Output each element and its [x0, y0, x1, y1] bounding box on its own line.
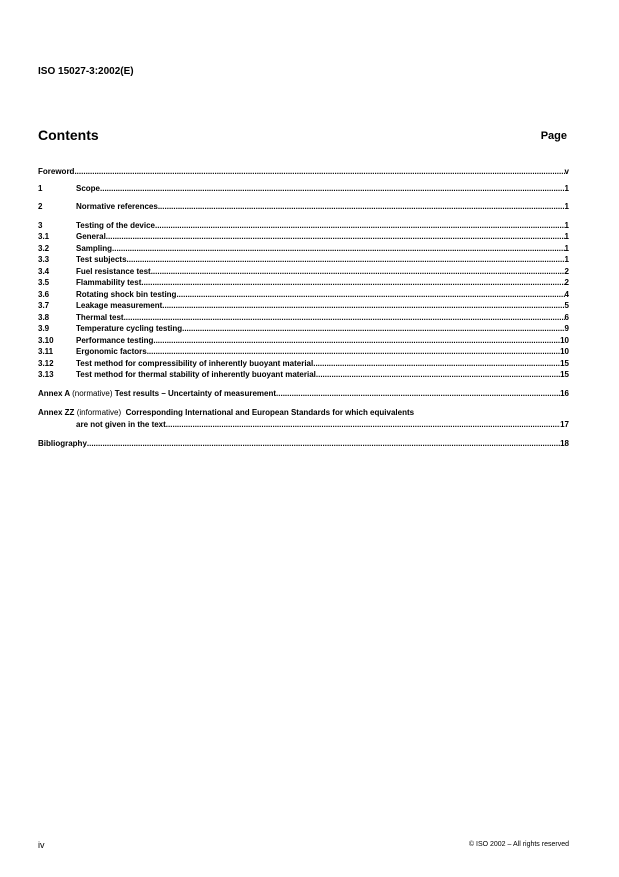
section-number: 3.12	[38, 359, 54, 368]
entry-title: Fuel resistance test	[76, 267, 151, 276]
footer-copyright: © ISO 2002 – All rights reserved	[468, 841, 569, 848]
annex-label: Annex A	[38, 389, 70, 398]
dot-leader	[106, 232, 565, 242]
dot-leader	[87, 439, 560, 449]
dot-leader	[316, 370, 560, 380]
toc-entry[interactable]	[38, 370, 569, 380]
toc-entry[interactable]	[38, 244, 569, 254]
page-number: 4	[564, 290, 569, 299]
entry-title: Test method for thermal stability of inherently buoyant material	[76, 370, 316, 379]
dot-leader	[313, 359, 560, 369]
entry-title: General	[76, 232, 106, 241]
page-number: 2	[564, 267, 569, 276]
dot-leader	[162, 301, 564, 311]
entry-title: Rotating shock bin testing	[76, 290, 177, 299]
toc-entry[interactable]	[38, 336, 569, 346]
page-number: 9	[564, 324, 569, 333]
entry-title: Thermal test	[76, 313, 124, 322]
section-number: 3.10	[38, 336, 54, 345]
page-number: 15	[560, 370, 569, 379]
page-number: 1	[564, 202, 569, 211]
section-number: 1	[38, 184, 43, 193]
toc-entry[interactable]	[38, 290, 569, 300]
dot-leader	[153, 336, 560, 346]
entry-title: Bibliography	[38, 439, 87, 448]
dot-leader	[176, 290, 564, 300]
entry-title: Normative references	[76, 202, 158, 211]
section-number: 3.4	[38, 267, 50, 276]
section-number: 3.3	[38, 255, 50, 264]
page-title: Contents	[38, 127, 99, 143]
page-number: 1	[564, 184, 569, 193]
toc-entry[interactable]	[38, 267, 569, 277]
section-number: 3.1	[38, 232, 50, 241]
toc-entry[interactable]	[38, 313, 569, 323]
annex-title-cont: are not given in the text	[76, 420, 166, 429]
toc-entry[interactable]	[38, 347, 569, 357]
toc-entry-annex-zz-cont[interactable]	[76, 420, 569, 430]
dot-leader	[74, 167, 564, 177]
footer-page-number: iv	[38, 840, 45, 850]
dot-leader	[147, 347, 560, 357]
toc-entry[interactable]	[38, 324, 569, 334]
section-number: 3.11	[38, 347, 54, 356]
page-number: 6	[564, 313, 569, 322]
section-number: 3.7	[38, 301, 50, 310]
toc-entry[interactable]	[38, 255, 569, 265]
dot-leader	[100, 184, 565, 194]
page-number: 10	[560, 347, 569, 356]
toc-entry[interactable]	[38, 221, 569, 231]
page-number: 10	[560, 336, 569, 345]
page-number: 17	[560, 420, 569, 429]
dot-leader	[151, 267, 565, 277]
section-number: 3.13	[38, 370, 54, 379]
section-number: 2	[38, 202, 43, 211]
toc-entry[interactable]	[38, 278, 569, 288]
document-header: ISO 15027-3:2002(E)	[38, 66, 134, 77]
toc-entry-bibliography[interactable]	[38, 439, 569, 449]
toc-entry-annex-a[interactable]	[38, 389, 569, 399]
dot-leader	[155, 221, 565, 231]
dot-leader	[112, 244, 565, 254]
annex-title: Test results – Uncertainty of measurement	[114, 389, 277, 398]
section-number: 3.6	[38, 290, 50, 299]
page-number: 2	[564, 278, 569, 287]
dot-leader	[127, 255, 565, 265]
dot-leader	[182, 324, 564, 334]
entry-title: Test subjects	[76, 255, 127, 264]
section-number: 3.8	[38, 313, 50, 322]
section-number: 3.2	[38, 244, 50, 253]
page-number: 1	[564, 255, 569, 264]
page-number: 18	[560, 439, 569, 448]
section-number: 3.5	[38, 278, 50, 287]
section-number: 3.9	[38, 324, 50, 333]
toc-entry[interactable]	[38, 232, 569, 242]
toc-entry[interactable]	[38, 301, 569, 311]
annex-type: (normative)	[72, 389, 113, 398]
page-number: v	[564, 167, 569, 176]
section-number: 3	[38, 221, 43, 230]
entry-title: Flammability test	[76, 278, 142, 287]
page-number: 1	[564, 232, 569, 241]
page-number: 1	[564, 244, 569, 253]
toc-entry[interactable]	[38, 184, 569, 194]
entry-title: Scope	[76, 184, 101, 193]
entry-title: Leakage measurement	[76, 301, 163, 310]
entry-title: Ergonomic factors	[76, 347, 147, 356]
page-number: 1	[564, 221, 569, 230]
dot-leader	[141, 278, 564, 288]
toc-entry-annex-zz[interactable]	[38, 408, 569, 418]
entry-title: Temperature cycling testing	[76, 324, 183, 333]
dot-leader	[158, 202, 565, 212]
entry-title: Testing of the device	[76, 221, 155, 230]
entry-title: Test method for compressibility of inherently buoyant material	[76, 359, 314, 368]
entry-title: Sampling	[76, 244, 113, 253]
dot-leader	[276, 389, 560, 399]
dot-leader	[124, 313, 565, 323]
toc-entry[interactable]	[38, 359, 569, 369]
toc-entry[interactable]	[38, 167, 569, 177]
page-number: 16	[560, 389, 569, 398]
annex-label: Annex ZZ	[38, 408, 75, 417]
entry-title: Foreword	[38, 167, 75, 176]
page-column-label: Page	[540, 130, 567, 142]
page-number: 5	[564, 301, 569, 310]
entry-title: Performance testing	[76, 336, 154, 345]
annex-type: (informative)	[76, 408, 122, 417]
annex-title: Corresponding International and European Standards for which equivalents	[125, 408, 415, 417]
page-number: 15	[560, 359, 569, 368]
toc-entry[interactable]	[38, 202, 569, 212]
dot-leader	[166, 420, 560, 430]
